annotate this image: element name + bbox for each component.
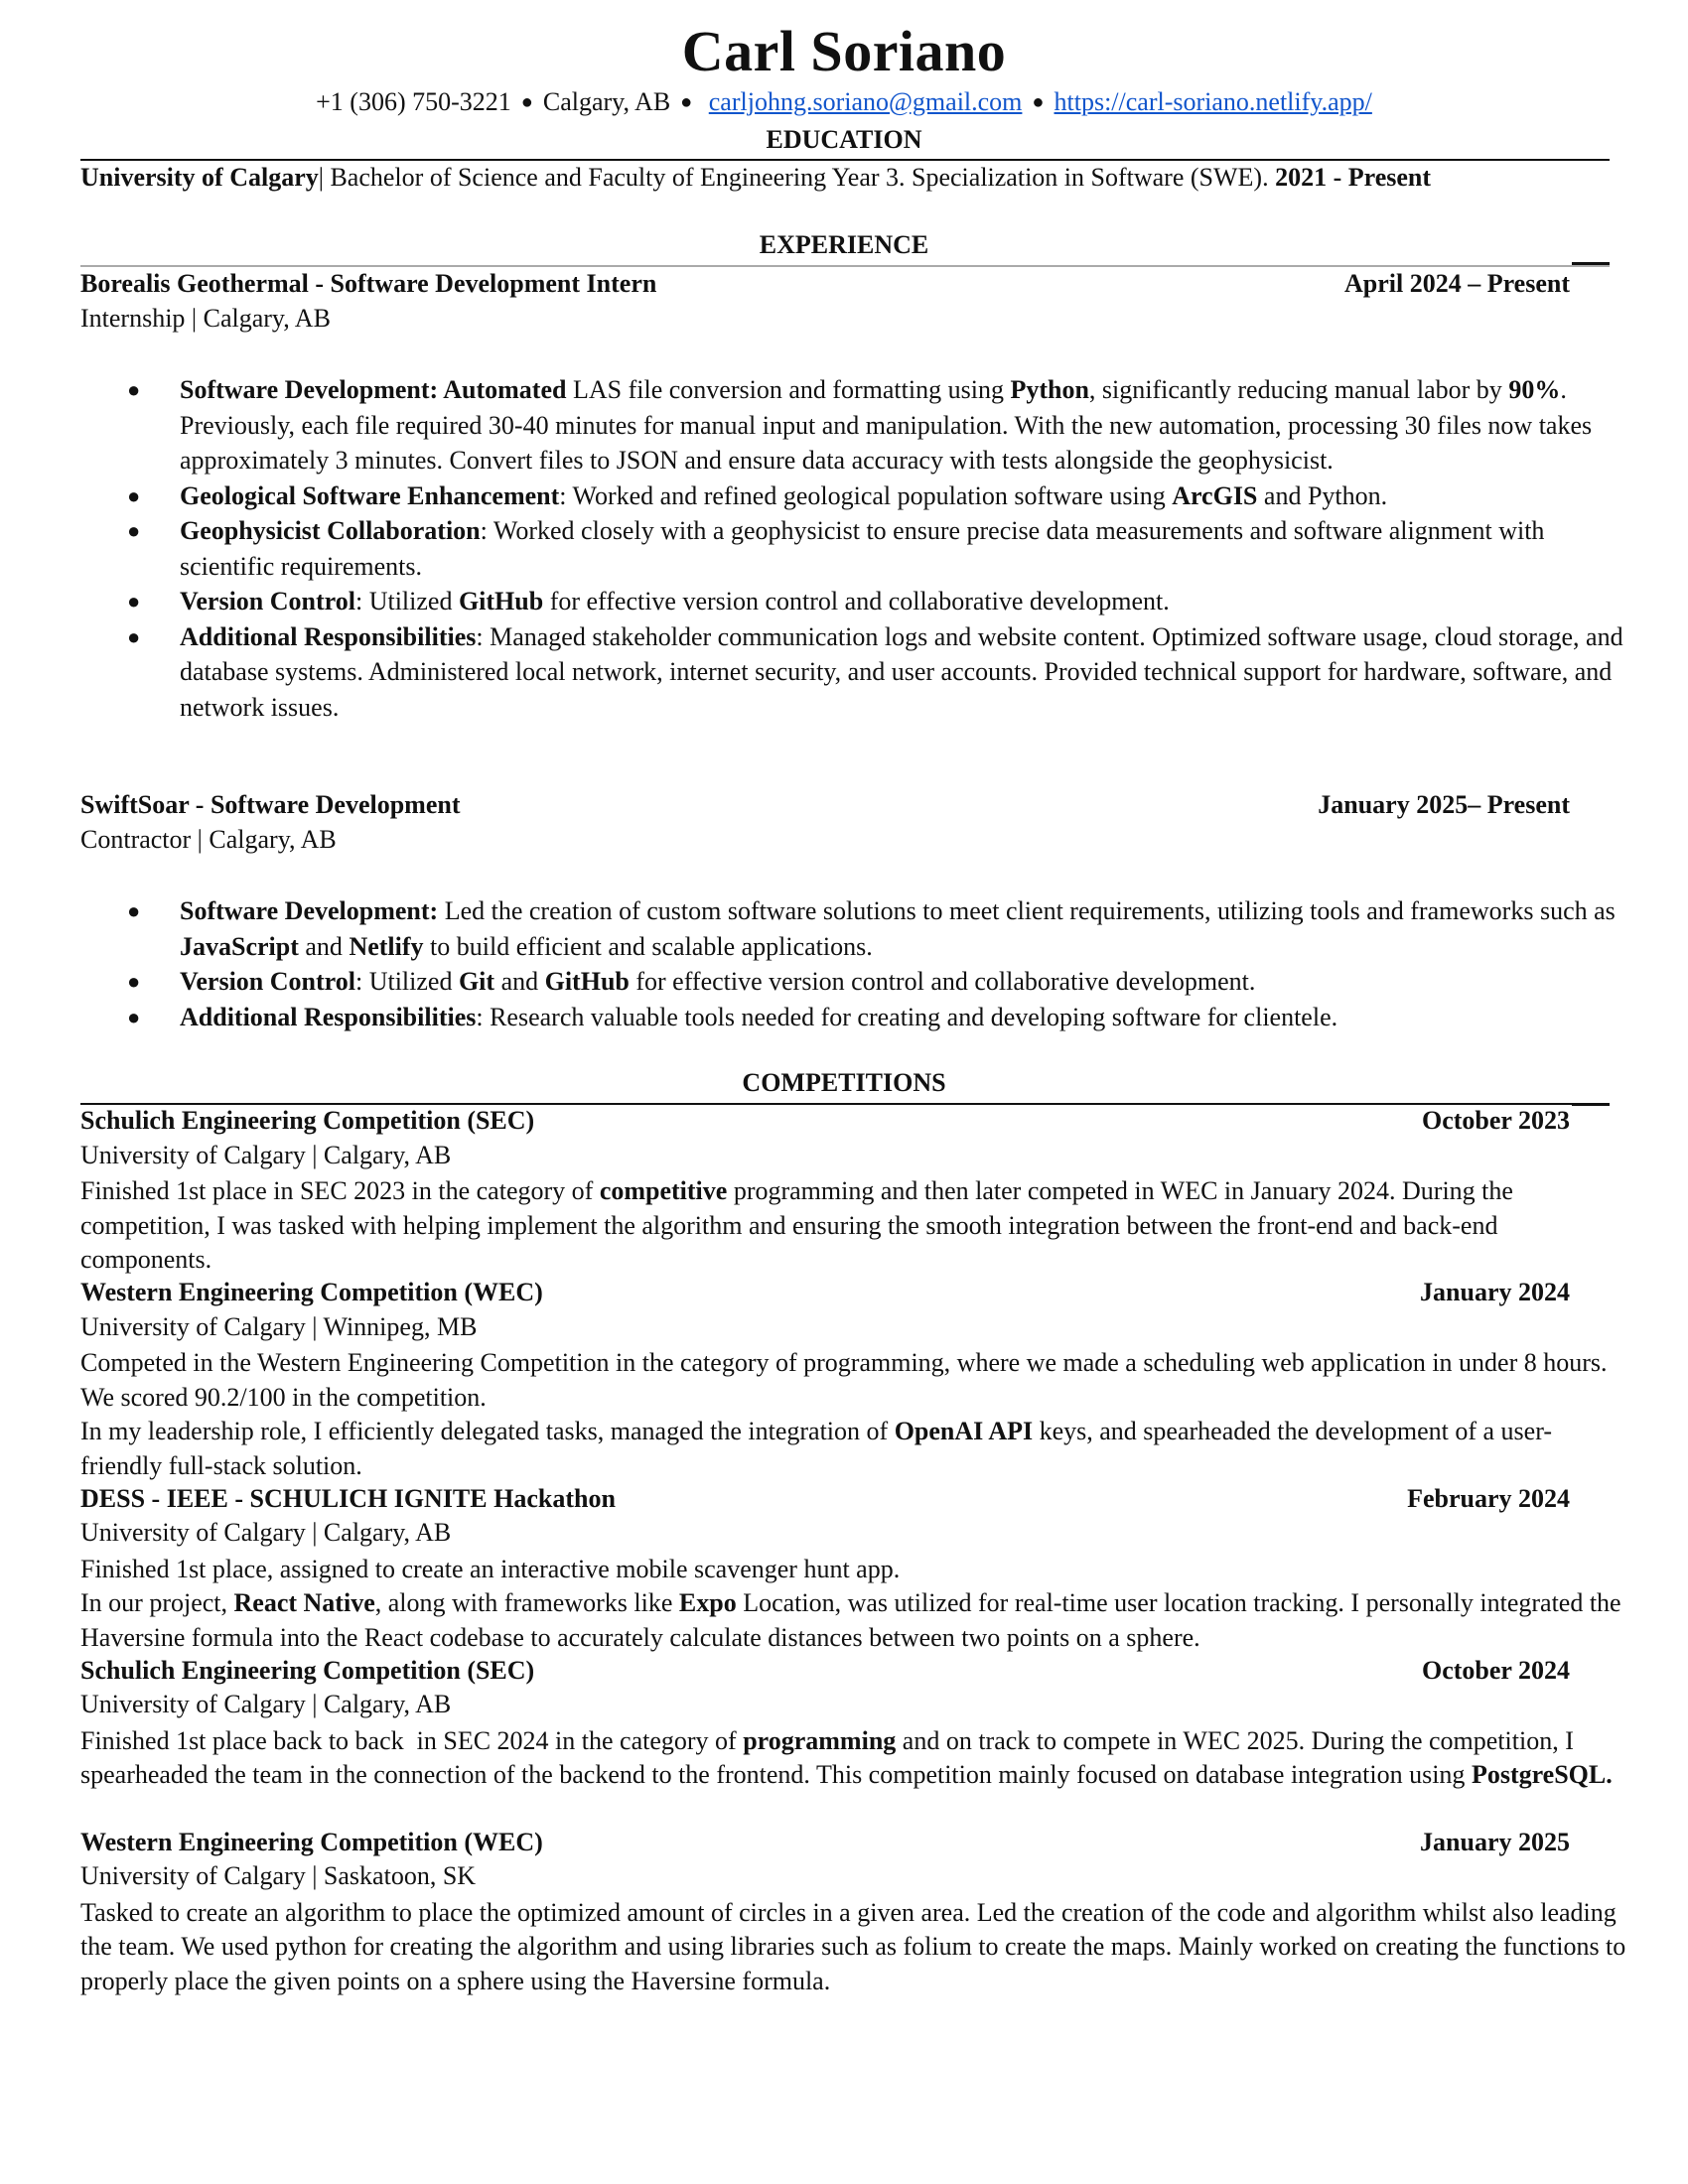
education-divider	[80, 159, 1610, 161]
bullet-item	[80, 513, 1629, 584]
text: : Utilized	[354, 587, 459, 615]
website-link[interactable]: https://carl-soriano.netlify.app/	[1054, 87, 1372, 116]
competition-title: DESS - IEEE - SCHULICH IGNITE Hackathon	[80, 1483, 616, 1513]
contact-line	[0, 87, 1688, 117]
text: programming and then later competed in WEC in January 2024. During the competition, I was tasked with helping implement the algorithm and ensuring the smooth integration between the front-end and back-end components.	[80, 1176, 1520, 1275]
bullet-item	[80, 478, 1629, 514]
competition-header	[80, 1828, 1570, 1857]
bold-text: GitHub	[544, 967, 630, 996]
bold-text: Netlify	[349, 931, 424, 961]
bold-text: Geophysicist Collaboration	[180, 516, 481, 545]
bold-text: GitHub	[458, 587, 544, 615]
bold-text: Git	[458, 967, 495, 996]
competition-dates: October 2023	[1422, 1106, 1570, 1135]
phone-number: +1 (306) 750-3221	[316, 87, 511, 116]
text: , along with frameworks like	[374, 1588, 679, 1618]
competition-description	[80, 1724, 1629, 1793]
job-subtitle: Internship | Calgary, AB	[80, 304, 331, 333]
bold-text: React Native	[233, 1588, 375, 1618]
text: to build efficient and scalable applications.	[423, 931, 873, 961]
experience-divider	[80, 265, 1610, 267]
bold-text: 90%	[1508, 375, 1561, 404]
competition-description	[80, 1553, 1629, 1587]
text: Location, was utilized for real-time user location tracking. I personally integrated the Haversine formula into the React codebase to accurately calculate distances between two points on a sphere.	[80, 1588, 1628, 1652]
bullet-item	[80, 619, 1629, 726]
competition-title: Schulich Engineering Competition (SEC)	[80, 1106, 535, 1135]
bullet-icon: ●	[127, 589, 141, 614]
text: Led the creation of custom software solutions to meet client requirements, utilizing tools and frameworks such as	[438, 896, 1622, 925]
bold-text: Additional Responsibilities	[180, 1002, 477, 1031]
text: and Python.	[1257, 480, 1388, 510]
text: In our project,	[80, 1588, 234, 1618]
competition-description	[80, 1896, 1632, 1999]
email-link[interactable]: carljohng.soriano@gmail.com	[708, 87, 1023, 116]
text: and	[298, 931, 350, 961]
bullet-icon: ●	[127, 1004, 141, 1029]
bullet-icon: ●	[127, 623, 141, 649]
bullet-item	[80, 584, 1629, 619]
text: keys, and spearheaded the development of a user-friendly full-stack solution.	[80, 1417, 1552, 1480]
job-bullets	[80, 372, 1629, 725]
text: In my leadership role, I efficiently delegated tasks, managed the integration of	[80, 1417, 895, 1446]
job-title: SwiftSoar - Software Development	[80, 790, 461, 819]
text: and	[494, 967, 545, 996]
location: Calgary, AB	[542, 87, 671, 116]
education-dates: 2021 - Present	[1275, 163, 1432, 192]
bold-text: Software Development: Automated	[180, 375, 567, 404]
text: for effective version control and collaborative development.	[629, 967, 1256, 996]
bold-text: Geological Software Enhancement	[180, 480, 560, 510]
education-heading: EDUCATION	[766, 125, 922, 154]
competition-dates: January 2025	[1420, 1827, 1570, 1856]
bullet-icon: ●	[127, 518, 141, 543]
competition-dates: January 2024	[1420, 1278, 1570, 1306]
bold-text: Additional Responsibilities	[180, 621, 477, 651]
bullet-icon: ●	[127, 898, 141, 923]
job-bullets	[80, 893, 1629, 1034]
competition-description	[80, 1346, 1629, 1415]
job-title: Borealis Geothermal - Software Development Intern	[80, 269, 657, 298]
text: : Utilized	[354, 967, 459, 996]
competition-dates: October 2024	[1422, 1655, 1570, 1685]
job-header	[80, 790, 1570, 820]
job-subtitle: Contractor | Calgary, AB	[80, 825, 337, 854]
bold-text: ArcGIS	[1172, 480, 1258, 510]
text: and on track to compete in WEC 2025. During the competition, I spearheaded the team in the connection of the backend to the frontend. This competition mainly focused on database integration using	[80, 1725, 1581, 1790]
text: , significantly reducing manual labor by	[1088, 375, 1509, 404]
bold-text: Version Control	[180, 967, 355, 996]
competition-title: Western Engineering Competition (WEC)	[80, 1278, 543, 1306]
competition-header	[80, 1106, 1570, 1136]
job-header	[80, 269, 1570, 299]
competition-subtitle: University of Calgary | Calgary, AB	[80, 1690, 452, 1719]
competition-subtitle: University of Calgary | Calgary, AB	[80, 1140, 452, 1169]
competition-dates: February 2024	[1407, 1483, 1570, 1513]
bullet-icon: ●	[127, 969, 141, 994]
bold-text: OpenAI API	[894, 1417, 1034, 1446]
text: : Worked closely with a geophysicist to ensure precise data measurements and software alignment with scientific requirements.	[180, 516, 1551, 581]
bullet-icon: ●	[127, 377, 141, 402]
competition-description	[80, 1174, 1629, 1278]
bullet-separator-icon: ●	[680, 91, 693, 113]
competition-header	[80, 1484, 1570, 1514]
text: Tasked to create an algorithm to place the optimized amount of circles in a given area. Led the creation of the code and algorithm whilst also leading the team. We used python for creating the algorithm and using libraries such as folium to create the maps. Mainly worked on creating the functions to properly place the given points on a sphere using the Haversine formula.	[80, 1897, 1632, 1995]
bold-text: Software Development:	[180, 896, 439, 925]
competitions-heading: COMPETITIONS	[742, 1068, 946, 1097]
bold-text: Expo	[678, 1588, 737, 1618]
competition-title: Western Engineering Competition (WEC)	[80, 1827, 543, 1856]
text: Finished 1st place back to back in SEC 2024 in the category of	[80, 1725, 744, 1755]
bullet-item	[80, 1000, 1629, 1035]
experience-heading: EXPERIENCE	[759, 230, 929, 259]
experience-divider-end	[1572, 262, 1610, 265]
program-description: Bachelor of Science and Faculty of Engineering Year 3. Specialization in Software (SWE).	[323, 163, 1269, 192]
competitions-divider-end	[1572, 1103, 1610, 1106]
bold-text: Version Control	[180, 587, 355, 615]
text: . Previously, each file required 30-40 minutes for manual input and manipulation. With the new automation, processing 30 files now takes approximately 3 minutes. Convert files to JSON and ensure data accuracy with tests alongside the geophysicist.	[180, 375, 1599, 475]
text: : Managed stakeholder communication logs and website content. Optimized software usage, cloud storage, and database systems. Administered local network, internet security, and user accounts. Provided technical support for hardware, software, and network issues.	[180, 621, 1630, 722]
candidate-name: Carl Soriano	[681, 19, 1007, 83]
competition-title: Schulich Engineering Competition (SEC)	[80, 1655, 535, 1685]
bullet-item	[80, 893, 1629, 964]
bullet-separator-icon: ●	[520, 91, 533, 113]
bullet-item	[80, 964, 1629, 1000]
bold-text: competitive	[599, 1176, 728, 1206]
bullet-separator-icon: ●	[1032, 91, 1045, 113]
job-dates: January 2025– Present	[1318, 790, 1570, 819]
text: Competed in the Western Engineering Competition in the category of programming, where we made a scheduling web application in under 8 hours. We scored 90.2/100 in the competition.	[80, 1348, 1614, 1412]
competition-subtitle: University of Calgary | Calgary, AB	[80, 1518, 452, 1548]
competition-subtitle: University of Calgary | Winnipeg, MB	[80, 1311, 478, 1341]
education-entry	[80, 163, 1609, 193]
bullet-icon: ●	[127, 482, 141, 508]
bold-text: Python	[1010, 375, 1089, 404]
school-name: University of Calgary	[80, 163, 319, 192]
text: : Research valuable tools needed for creating and developing software for clientele.	[476, 1002, 1338, 1031]
bold-text: JavaScript	[180, 931, 299, 961]
competition-subtitle: University of Calgary | Saskatoon, SK	[80, 1861, 477, 1891]
competition-header	[80, 1278, 1570, 1307]
bold-text: PostgreSQL.	[1471, 1760, 1613, 1790]
competitions-divider	[80, 1103, 1610, 1105]
bullet-item	[80, 372, 1629, 478]
text: Finished 1st place in SEC 2023 in the category of	[80, 1176, 600, 1206]
text: Finished 1st place, assigned to create an interactive mobile scavenger hunt app.	[80, 1554, 901, 1583]
bold-text: programming	[743, 1725, 897, 1755]
competition-description	[80, 1415, 1629, 1483]
competition-description	[80, 1586, 1629, 1655]
pipe-separator: |	[318, 163, 324, 192]
competition-header	[80, 1656, 1570, 1686]
text: : Worked and refined geological population software using	[559, 480, 1173, 510]
text: LAS file conversion and formatting using	[566, 375, 1011, 404]
text: for effective version control and collaborative development.	[543, 587, 1170, 615]
job-dates: April 2024 – Present	[1344, 269, 1570, 298]
